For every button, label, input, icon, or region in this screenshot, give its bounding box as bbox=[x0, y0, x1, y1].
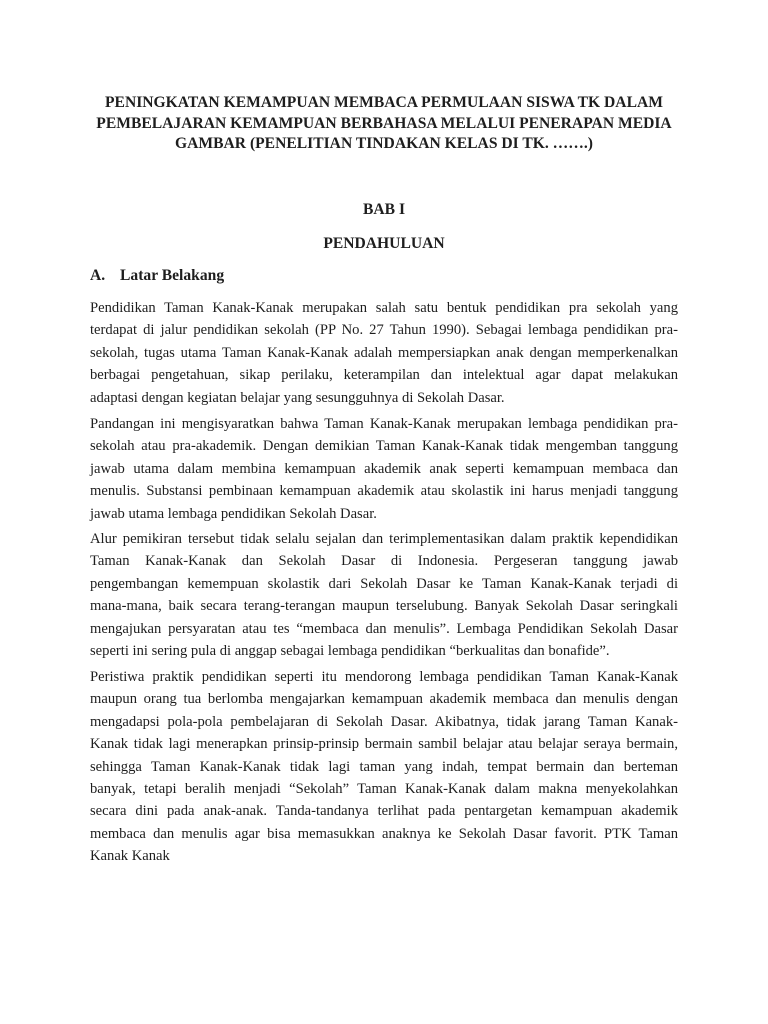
paragraph-line: pengembangan kemempuan skolastik dari Sekolah Dasar ke Taman Kanak-Kanak terjadi di bbox=[90, 575, 678, 592]
paragraph-line: jawab utama dalam membina kemampuan akademik anak seperti kemampuan membaca dan bbox=[90, 460, 678, 477]
paragraph-line: sekolah atau pra-akademik. Dengan demikian Taman Kanak-Kanak tidak mengemban tanggung bbox=[90, 438, 678, 455]
section-title: Latar Belakang bbox=[120, 267, 225, 284]
chapter-title: PENDAHULUAN bbox=[323, 235, 445, 252]
paragraph-line: sekolah, tugas utama Taman Kanak-Kanak adalah mempersiapkan anak dengan memperkenalkan bbox=[90, 344, 678, 361]
paragraph-line: seperti ini sering pula di anggap sebagai lembaga pendidikan “berkualitas dan bonafide”. bbox=[90, 642, 610, 659]
section-heading bbox=[90, 266, 224, 286]
paragraph-line: adaptasi dengan kegiatan belajar yang sesungguhnya di Sekolah Dasar. bbox=[90, 389, 505, 406]
paragraph-line: membaca dan menulis agar bisa memasukkan anaknya ke Sekolah Dasar favorit. PTK Taman bbox=[90, 825, 678, 842]
paragraph-line: sehingga Taman Kanak-Kanak tidak lagi taman yang indah, tempat bermain dan berteman bbox=[90, 758, 678, 775]
paragraph-line: maupun orang tua berlomba mengajarkan kemampuan akademik membaca dan menulis dengan bbox=[90, 691, 678, 708]
paragraph bbox=[90, 666, 678, 868]
paragraph bbox=[90, 413, 678, 525]
paragraph-line: Kanak Kanak bbox=[90, 848, 170, 865]
paragraph-line: mengadapsi pola-pola pembelajaran di Sekolah Dasar. Akibatnya, tidak jarang Taman Kanak- bbox=[90, 713, 678, 730]
paragraph-line: Pendidikan Taman Kanak-Kanak merupakan salah satu bentuk pendidikan pra sekolah yang bbox=[90, 300, 678, 316]
paragraph bbox=[90, 528, 678, 662]
paragraph-line: berbagai pengetahuan, sikap perilaku, keterampilan dan intelektual agar dapat melakukan bbox=[90, 367, 678, 384]
title-line: PENINGKATAN KEMAMPUAN MEMBACA PERMULAAN SISWA TK DALAM bbox=[105, 94, 663, 111]
title-line: PEMBELAJARAN KEMAMPUAN BERBAHASA MELALUI PENERAPAN MEDIA bbox=[96, 114, 672, 132]
paragraph-line: jawab utama lembaga pendidikan Sekolah Dasar. bbox=[90, 505, 377, 522]
paragraph-line: Kanak tidak lagi menerapkan prinsip-prinsip bermain sambil belajar atau belajar seraya bermain, bbox=[90, 736, 678, 753]
chapter-number: BAB I bbox=[362, 201, 406, 218]
paragraph bbox=[90, 297, 678, 409]
paragraph-line: Peristiwa praktik pendidikan seperti itu mendorong lembaga pendidikan Taman Kanak-Kanak bbox=[90, 669, 678, 685]
document-title bbox=[90, 93, 678, 155]
paragraph-line: menulis. Substansi pembinaan kemampuan akademik atau skolastik ini harus menjadi tanggung bbox=[90, 483, 678, 500]
paragraph-line: banyak, tetapi beralih menjadi “Sekolah” Taman Kanak-Kanak dalam makna menyekolahkan bbox=[90, 780, 678, 797]
paragraph-line: mana-mana, baik secara terang-terangan maupun terselubung. Banyak Sekolah Dasar seringkali bbox=[90, 598, 678, 615]
paragraph-line: mengajukan persyaratan atau tes “membaca dan menulis”. Lembaga Pendidikan Sekolah Dasar bbox=[90, 620, 678, 637]
paragraph-line: Pandangan ini mengisyaratkan bahwa Taman Kanak-Kanak merupakan lembaga pendidikan pra- bbox=[90, 416, 678, 432]
paragraph-line: Alur pemikiran tersebut tidak selalu sejalan dan terimplementasikan dalam praktik kependidikan bbox=[90, 531, 678, 547]
paragraph-line: Taman Kanak-Kanak dan Sekolah Dasar di Indonesia. Pergeseran tanggung jawab bbox=[90, 553, 678, 570]
title-line: GAMBAR (PENELITIAN TINDAKAN KELAS DI TK. …….) bbox=[175, 135, 593, 152]
paragraph-line: secara dini pada anak-anak. Tanda-tandanya terlihat pada pentargetan kemampuan akademik bbox=[90, 803, 678, 820]
paragraph-line: terdapat di jalur pendidikan sekolah (PP No. 27 Tahun 1990). Sebagai lembaga pendidikan pra- bbox=[90, 322, 678, 339]
section-letter: A. bbox=[90, 267, 106, 284]
